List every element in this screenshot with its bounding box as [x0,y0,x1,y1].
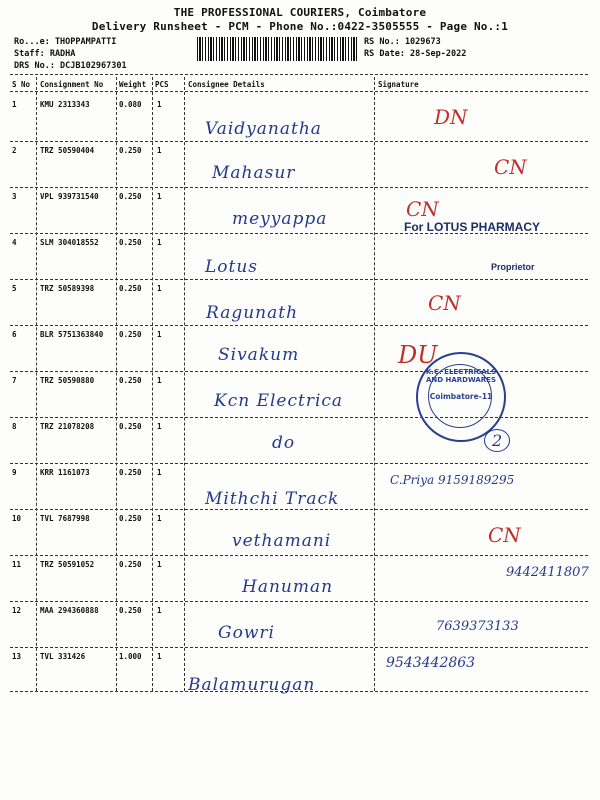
row-weight: 0.250 [119,422,142,431]
col-header-pcs: PCS [155,80,169,89]
consignee-handwriting: meyyappa [232,209,328,229]
row-divider [10,509,588,510]
rs-number: RS No.: 1029673 [364,37,441,47]
drs-number: DRS No.: DCJB102967301 [14,61,127,71]
row-pcs: 1 [157,468,162,477]
consignee-handwriting: Gowri [218,623,275,643]
row-sno: 10 [12,514,22,523]
seal-city: Coimbatore-11 [429,392,493,401]
row-consignment: VPL 939731540 [40,192,99,201]
row-pcs: 1 [157,606,162,615]
col-header-consignee: Consignee Details [188,80,265,89]
row-consignment: SLM 304018552 [40,238,99,247]
consignee-handwriting: Sivakum [218,345,300,365]
row-consignment: BLR 5751363840 [40,330,104,339]
table-row [0,419,600,465]
consignee-handwriting: Balamurugan [188,675,316,695]
row-sno: 4 [12,238,17,247]
row-pcs: 1 [157,146,162,155]
company-title: THE PROFESSIONAL COURIERS, Coimbatore [173,6,427,19]
row-pcs: 1 [157,560,162,569]
table-row [0,327,600,373]
row-divider [10,417,588,418]
table-row [0,465,600,511]
row-consignment: TRZ 50589398 [40,284,95,293]
row-consignment: MAA 294360888 [40,606,99,615]
staff-label: Staff: RADHA [14,49,76,59]
runsheet-subtitle: Delivery Runsheet - PCM - Phone No.:0422-3505555 - Page No.:1 [91,20,509,33]
table-row [0,97,600,143]
table-header-border [10,91,588,92]
row-pcs: 1 [157,238,162,247]
row-sno: 2 [12,146,17,155]
route-label: Ro...e: THOPPAMPATTI [14,37,117,47]
row-sno: 1 [12,100,17,109]
table-row [0,373,600,419]
row-consignment: KRR 1161073 [40,468,90,477]
row-weight: 0.250 [119,606,142,615]
row-sno: 13 [12,652,22,661]
row-consignment: TVL 7687998 [40,514,90,523]
row-weight: 0.250 [119,468,142,477]
row-divider [10,463,588,464]
col-header-consignment: Consignment No [40,80,104,89]
row-pcs: 1 [157,514,162,523]
row-consignment: TRZ 21078208 [40,422,95,431]
row-divider [10,325,588,326]
row-divider [10,647,588,648]
table-row [0,557,600,603]
table-row [0,143,600,189]
table-top-border [10,74,588,75]
row-sno: 11 [12,560,22,569]
table-row [0,603,600,649]
signature-mark: DU [398,341,438,369]
row-consignment: TVL 331426 [40,652,86,661]
row-pcs: 1 [157,192,162,201]
consignee-handwriting: Ragunath [206,303,299,323]
row-divider [10,555,588,556]
row-weight: 0.250 [119,284,142,293]
consignee-handwriting: Hanuman [242,577,334,597]
row-divider [10,187,588,188]
row-weight: 0.250 [119,192,142,201]
signature-mark: 9543442863 [386,655,476,671]
row-divider [10,279,588,280]
consignee-handwriting: Mahasur [212,163,296,183]
signature-mark: DN [434,105,468,129]
signature-mark: CN [406,197,439,221]
row-divider [10,601,588,602]
row-pcs: 1 [157,652,162,661]
consignee-handwriting: do [272,433,296,453]
col-header-signature: Signature [378,80,419,89]
row-weight: 0.250 [119,146,142,155]
row-pcs: 1 [157,376,162,385]
pharmacy-stamp: For LOTUS PHARMACY [404,220,540,234]
row-pcs: 1 [157,422,162,431]
row-sno: 8 [12,422,17,431]
consignee-handwriting: Mithchi Track [205,489,340,509]
row-sno: 6 [12,330,17,339]
consignee-handwriting: Vaidyanatha [205,119,322,139]
row-weight: 0.250 [119,238,142,247]
signature-mark: C.Priya 9159189295 [390,473,515,487]
row-pcs: 1 [157,100,162,109]
consignee-handwriting: Lotus [205,257,259,277]
seal-text: K.C. ELECTRICALS AND HARDWARES [425,368,497,384]
row-divider [10,691,588,692]
row-sno: 7 [12,376,17,385]
row-weight: 0.250 [119,560,142,569]
row-weight: 1.000 [119,652,142,661]
row-divider [10,141,588,142]
row-sno: 5 [12,284,17,293]
table-row [0,235,600,281]
signature-mark: 7639373133 [436,619,519,634]
electricals-seal [416,352,506,442]
row-sno: 12 [12,606,22,615]
row-consignment: TRZ 50590404 [40,146,95,155]
signature-mark: 9442411807 [506,565,589,580]
table-row [0,649,600,695]
row-consignment: KMU 2313343 [40,100,90,109]
consignee-handwriting: Kcn Electrica [214,391,344,411]
table-row [0,511,600,557]
signature-mark: 2 [484,429,510,452]
row-sno: 3 [12,192,17,201]
table-row [0,281,600,327]
row-consignment: TRZ 50591052 [40,560,95,569]
proprietor-stamp: Proprietor [491,262,535,272]
row-weight: 0.080 [119,100,142,109]
row-weight: 0.250 [119,376,142,385]
row-pcs: 1 [157,284,162,293]
signature-mark: CN [428,291,461,315]
row-consignment: TRZ 50590880 [40,376,95,385]
row-weight: 0.250 [119,330,142,339]
col-header-weight: Weight [119,80,147,89]
barcode [197,37,357,61]
consignee-handwriting: vethamani [232,531,332,551]
row-sno: 9 [12,468,17,477]
rs-date: RS Date: 28-Sep-2022 [364,49,467,59]
col-header-sno: S No [12,80,31,89]
signature-mark: CN [494,155,527,179]
signature-mark: CN [488,523,521,547]
row-pcs: 1 [157,330,162,339]
row-weight: 0.250 [119,514,142,523]
